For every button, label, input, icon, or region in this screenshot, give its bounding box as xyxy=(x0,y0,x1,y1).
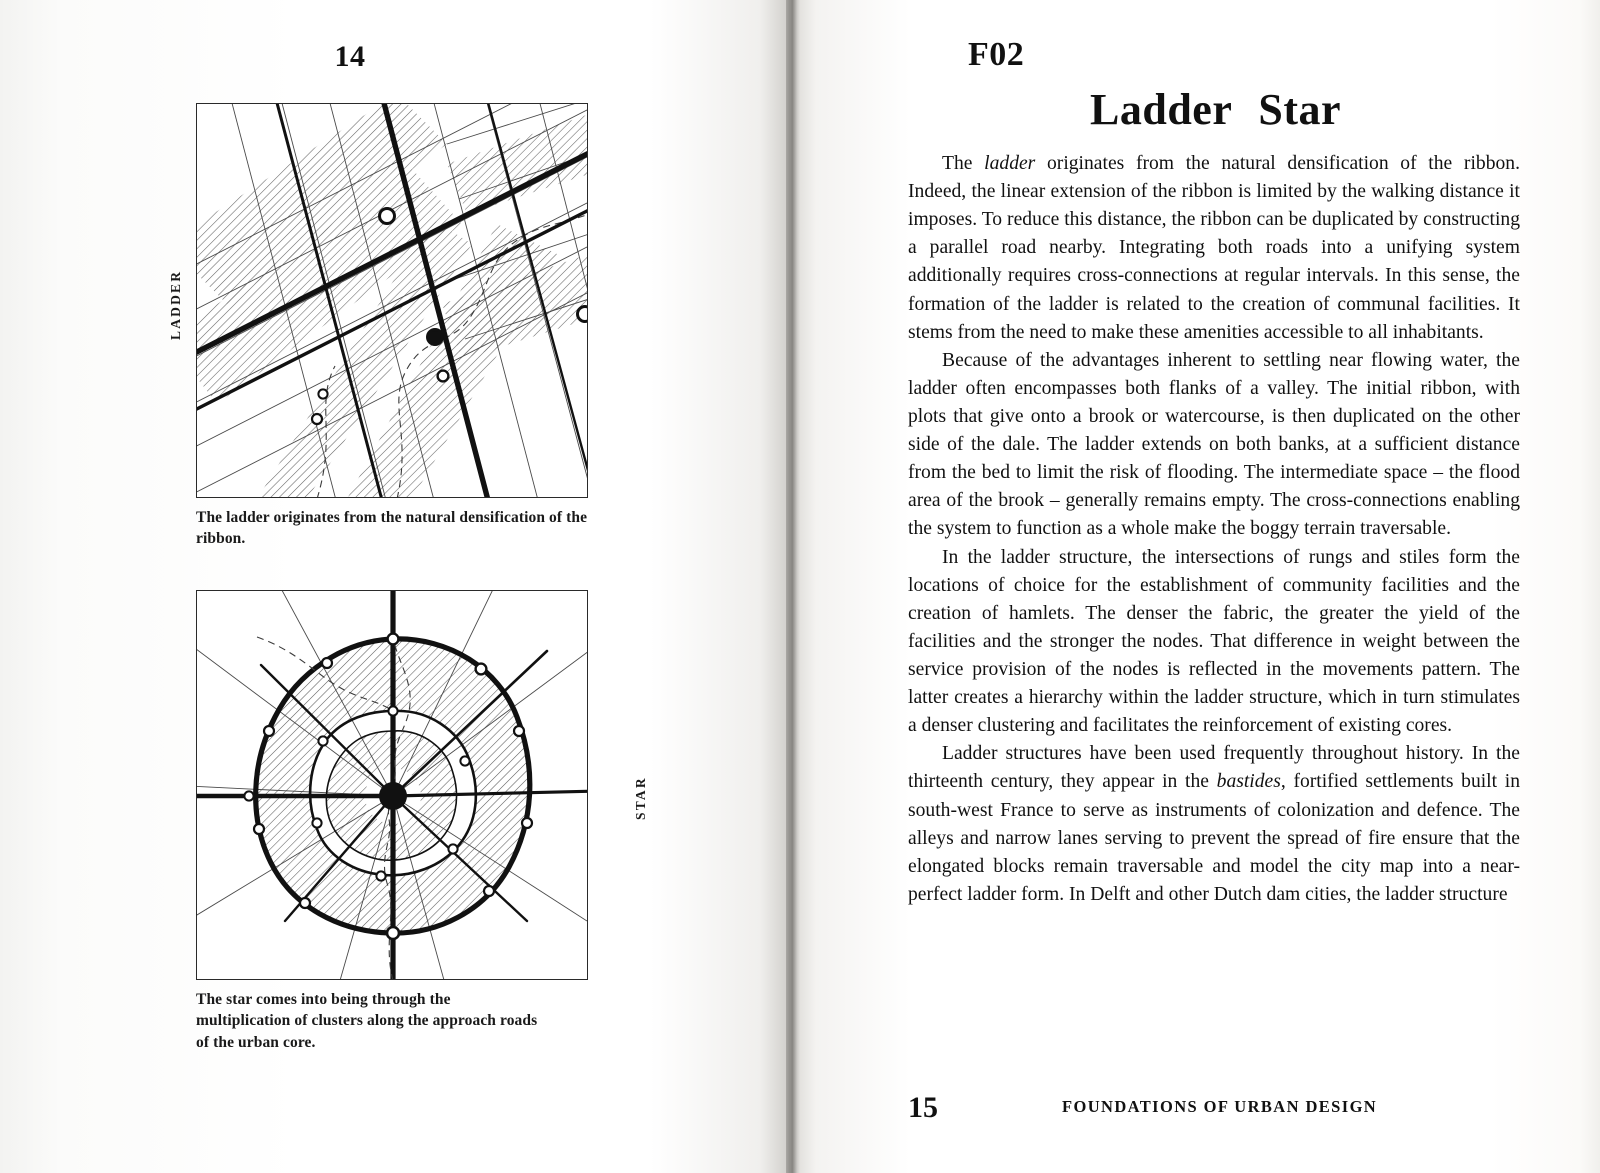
paragraph-1-rest: originates from the natural densification of the ribbon. Indeed, the linear extension of the ribbon is limited by the walking distance it imposes. To reduce this distance, the ribbon can be duplicated by constructing a parallel road nearby. Integrating both roads into a unifying system additionally requires cross-connections at regular intervals. In this sense, the formation of the ladder is related to the creation of communal facilities. It stems from the need to make these amenities accessible to all inhabitants. xyxy=(908,153,1520,343)
star-diagram xyxy=(196,590,588,980)
page-number-right: 15 xyxy=(908,1091,938,1124)
ladder-diagram xyxy=(196,103,588,498)
side-label-ladder: LADDER xyxy=(168,269,183,340)
chapter-code: F02 xyxy=(968,36,1025,73)
paragraph-1: The ladder originates from the natural densification of the ribbon. Indeed, the linear extension of the ribbon is limited by the walking distance it imposes. To reduce this distance, the ribbon can be duplicated by constructing a parallel road nearby. Integrating both roads into a unifying system additionally requires cross-connections at regular intervals. In this sense, the formation of the ladder is related to the creation of communal facilities. It stems from the need to make these amenities accessible to all inhabitants. xyxy=(908,153,1520,343)
body-text xyxy=(908,150,1520,909)
page-title xyxy=(1090,84,1341,135)
right-page xyxy=(790,0,1600,1173)
paragraph-3: In the ladder structure, the intersections of rungs and stiles form the locations of choice for the establishment of community facilities and the creation of hamlets. The denser the fabric, the greater the yield of the facilities and the stronger the nodes. That difference in weight between the service provision of the nodes is reflected in the movements pattern. The latter creates a hierarchy within the ladder structure, which in turn stimulates a denser clustering and facilitates the reinforcement of existing cores. xyxy=(908,546,1520,737)
running-footer-title: FOUNDATIONS OF URBAN DESIGN xyxy=(1062,1097,1378,1116)
figure-ladder xyxy=(196,103,588,550)
italic-ladder: ladder xyxy=(984,153,1036,174)
figure-star-caption: The star comes into being through the multiplication of clusters along the approach roads of the urban core. xyxy=(196,991,538,1051)
figure-ladder-caption: The ladder originates from the natural densification of the ribbon. xyxy=(196,509,588,548)
italic-bastides: bastides xyxy=(1216,771,1281,793)
chapter-title-ladder: Ladder xyxy=(1090,85,1233,134)
star-diagram-svg xyxy=(197,591,588,980)
left-page xyxy=(0,0,790,1173)
ladder-diagram-svg xyxy=(197,104,588,498)
page-number-left: 14 xyxy=(334,40,366,73)
chapter-title-star: Star xyxy=(1258,85,1342,134)
paragraph-4: Ladder structures have been used frequently throughout history. In the thirteenth century, they appear in the bastides, fortified settlements built in south-west France to serve as instruments of colonization and defence. The alleys and narrow lanes serving to prevent the spread of fire ensure that the elongated blocks remain traversable and model the city map into a near-perfect ladder form. In Delft and other Dutch dam cities, the ladder structure xyxy=(908,743,1520,905)
paragraph-2: Because of the advantages inherent to settling near flowing water, the ladder often encompasses both flanks of a valley. The initial ribbon, with plots that give onto a brook or watercourse, is then duplicated on the other side of the dale. The ladder extends on both banks, at a sufficient distance from the bed to limit the risk of flooding. The intermediate space – the flood area of the brook – generally remains empty. The cross-connections enabling the system to function as a whole make the boggy terrain traversable. xyxy=(908,349,1520,540)
figure-star xyxy=(196,590,588,1053)
side-label-star: STAR xyxy=(633,776,648,820)
